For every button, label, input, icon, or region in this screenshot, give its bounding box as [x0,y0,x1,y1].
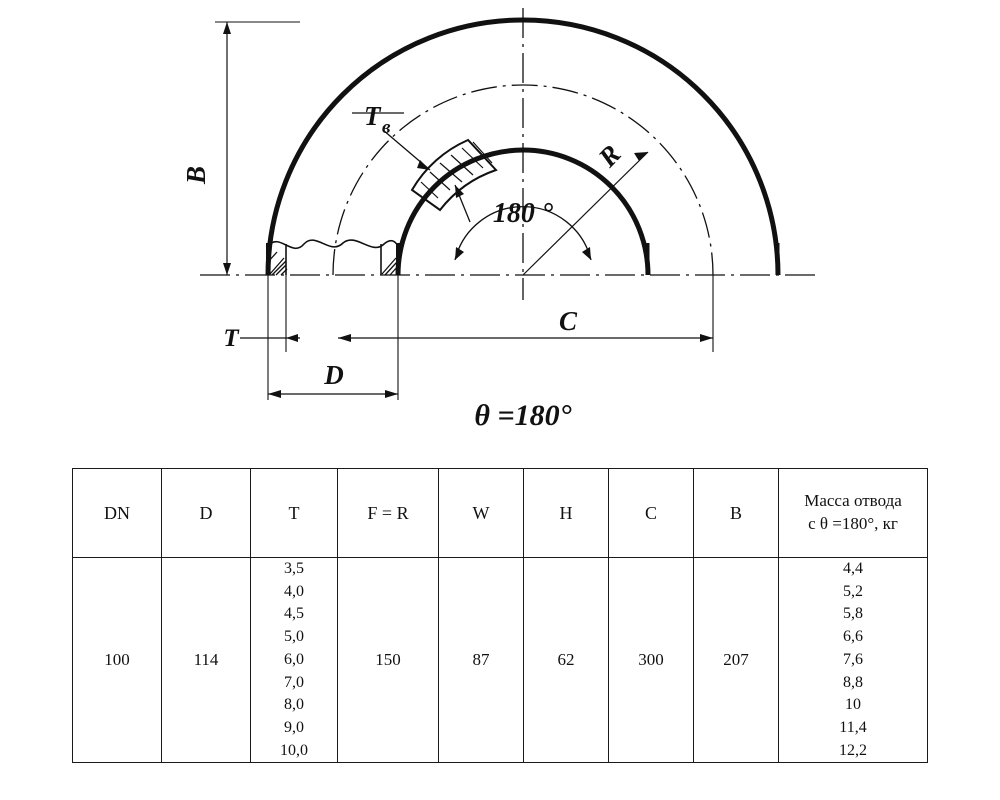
t-value: 8,0 [284,696,304,714]
t-value-stack [251,558,337,762]
dim-d-arrow-left [268,390,281,398]
t-value: 6,0 [284,650,304,668]
label-b: B [181,165,211,185]
caption-theta: θ =180° [474,399,572,432]
spec-table [72,468,928,763]
cell-t-values [251,558,338,763]
dim-c-arrow-left [338,334,351,342]
mass-value: 4,4 [843,560,863,577]
col-header-dn: DN [73,469,162,558]
cell-h: 62 [524,558,609,763]
mass-header-line-2: с θ =180°, кг [808,514,898,533]
table-header-row [73,469,928,558]
t-value: 5,0 [284,628,304,646]
col-header-mass [779,469,928,558]
dim-b-arrow-bottom [223,263,231,275]
col-header-h: H [524,469,609,558]
mass-value: 8,8 [843,673,863,691]
cell-w: 87 [439,558,524,763]
table-row [73,558,928,763]
dim-b-arrow-top [223,22,231,34]
t-value: 9,0 [284,719,304,737]
t-value: 4,5 [284,605,304,623]
cell-f-r: 150 [338,558,439,763]
break-line [268,240,398,248]
mass-value: 7,6 [843,650,863,668]
col-header-t: T [251,469,338,558]
angle-arrow-left [455,247,464,260]
col-header-f-r: F = R [338,469,439,558]
t-value: 7,0 [284,673,304,691]
mass-header-line-1: Масса отвода [804,491,902,511]
col-header-d: D [162,469,251,558]
col-header-w: W [439,469,524,558]
t-value: 10,0 [280,741,308,759]
cell-dn: 100 [73,558,162,763]
cell-d: 114 [162,558,251,763]
col-header-b: B [694,469,779,558]
mass-value-stack [779,558,927,762]
label-c: C [558,306,578,336]
spec-table-container [72,468,928,763]
leader-tb-upper-arrow [417,160,430,170]
dim-c-arrow-right [700,334,713,342]
mass-value: 5,2 [843,582,863,600]
label-angle-inner: 180 ° [492,198,554,229]
label-r: R [592,138,627,173]
cell-mass-values [779,558,928,763]
cell-c: 300 [609,558,694,763]
t-value: 4,0 [284,582,304,600]
dim-d-arrow-right [385,390,398,398]
label-t-subscript: в [382,117,391,138]
label-t-small: T [223,325,239,352]
mass-value: 10 [845,696,861,714]
col-header-c: C [609,469,694,558]
mass-value: 12,2 [839,741,867,759]
mass-value: 5,8 [843,605,863,623]
mass-value: 11,4 [839,719,867,737]
t-value: 3,5 [284,560,304,577]
dim-t-arrow [286,334,298,342]
mass-value: 6,6 [843,628,863,646]
label-t-bold: T [364,101,381,131]
label-d: D [324,360,344,390]
angle-arrow-right [582,247,591,260]
cell-b: 207 [694,558,779,763]
